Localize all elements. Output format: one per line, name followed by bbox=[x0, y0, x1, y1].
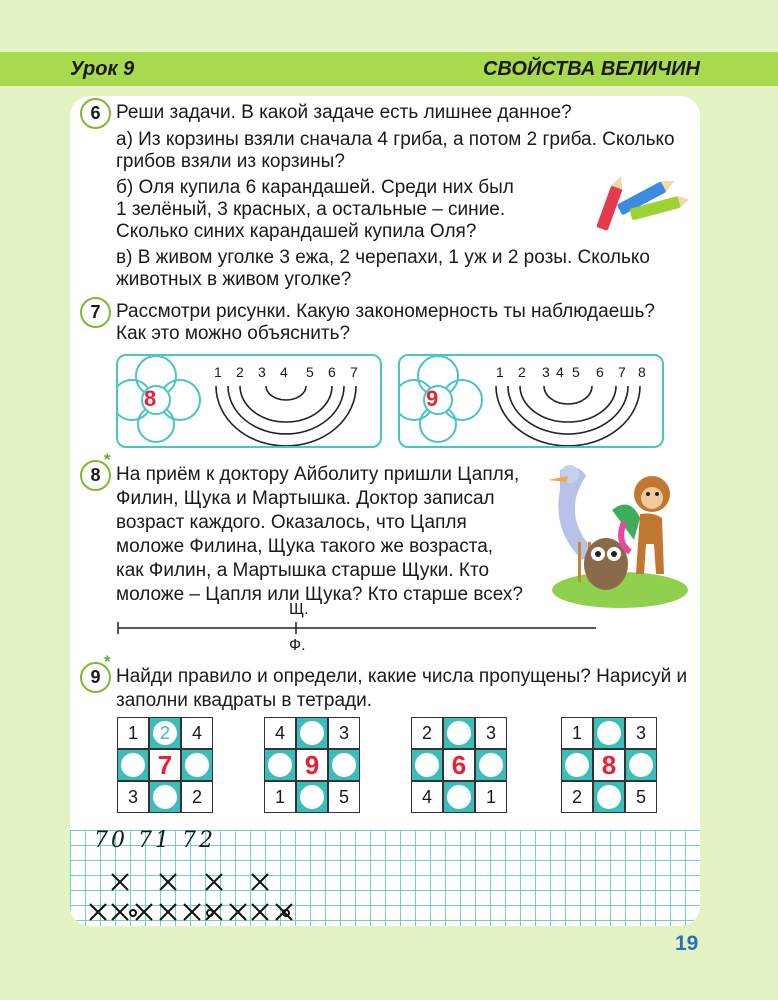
task-9-number: 9 bbox=[80, 662, 111, 693]
square-3-mid-right bbox=[475, 749, 507, 781]
task-9-line-2: заполни квадраты в тетради. bbox=[116, 690, 372, 711]
task-6-a-line-2: грибов взяли из корзины? bbox=[116, 151, 345, 172]
square-4-top-right: 3 bbox=[625, 717, 657, 749]
figure-2-n5: 5 bbox=[572, 364, 580, 380]
page-number: 19 bbox=[675, 932, 699, 955]
square-4-top-left: 1 bbox=[561, 717, 593, 749]
task-7-line-1: Рассмотри рисунки. Какую закономерность ты наблюдаешь? bbox=[116, 301, 655, 322]
figure-1-n1: 1 bbox=[214, 364, 222, 380]
square-2-top-right: 3 bbox=[328, 717, 360, 749]
square-4-bottom-right: 5 bbox=[625, 781, 657, 813]
task-8-line-3: возраст каждого. Оказалось, что Цапля bbox=[116, 512, 467, 533]
square-1-top-mid bbox=[149, 717, 181, 749]
square-4-mid-right bbox=[625, 749, 657, 781]
task-8-line-4: моложе Филина, Щука такого же возраста, bbox=[116, 536, 494, 557]
task-8-line-5: как Филин, а Мартышка старше Щуки. Кто bbox=[116, 560, 490, 581]
number-line-label-owl: Ф. bbox=[289, 637, 306, 654]
square-3-top-right: 3 bbox=[475, 717, 507, 749]
animals-illustration bbox=[540, 460, 690, 610]
square-2-mid-right bbox=[328, 749, 360, 781]
task-8-star: * bbox=[104, 450, 111, 469]
magic-square-4 bbox=[561, 717, 657, 813]
figure-1-center-number: 8 bbox=[144, 386, 157, 411]
task-8-line-2: Филин, Щука и Мартышка. Доктор записал bbox=[116, 488, 495, 509]
task-8-line-6: моложе – Цапля или Щука? Кто старше всех? bbox=[116, 584, 523, 605]
handwritten-cross-pattern bbox=[88, 866, 338, 926]
square-1-bottom-mid bbox=[149, 781, 181, 813]
square-1-top-mid-value: 2 bbox=[153, 721, 177, 745]
square-1-top-right: 4 bbox=[181, 717, 213, 749]
magic-square-3 bbox=[411, 717, 507, 813]
square-2-bottom-right: 5 bbox=[328, 781, 360, 813]
figure-2-n3: 3 bbox=[542, 364, 550, 380]
square-4-top-mid bbox=[593, 717, 625, 749]
square-1-mid-left bbox=[117, 749, 149, 781]
square-4-center: 8 bbox=[593, 749, 625, 781]
figure-2-n4: 4 bbox=[556, 364, 564, 380]
task-6-a-line-1: а) Из корзины взяли сначала 4 гриба, а потом 2 гриба. Сколько bbox=[116, 129, 675, 150]
figure-1-n7: 7 bbox=[350, 364, 358, 380]
square-2-bottom-mid bbox=[296, 781, 328, 813]
square-1-top-left: 1 bbox=[117, 717, 149, 749]
square-2-top-left: 4 bbox=[264, 717, 296, 749]
figure-1-n2: 2 bbox=[236, 364, 244, 380]
figure-2-n1: 1 bbox=[496, 364, 504, 380]
task-6-b-line-3: Сколько синих карандашей купила Оля? bbox=[116, 221, 477, 242]
square-3-top-left: 2 bbox=[411, 717, 443, 749]
magic-square-2 bbox=[264, 717, 360, 813]
pattern-figure-1 bbox=[116, 354, 382, 448]
pattern-figure-2 bbox=[398, 354, 664, 448]
pencils-illustration bbox=[590, 168, 690, 234]
figure-1-n6: 6 bbox=[328, 364, 336, 380]
square-4-mid-left bbox=[561, 749, 593, 781]
lesson-label: Урок 9 bbox=[70, 58, 135, 80]
square-3-bottom-right: 1 bbox=[475, 781, 507, 813]
square-4-bottom-left: 2 bbox=[561, 781, 593, 813]
square-1-mid-right bbox=[181, 749, 213, 781]
number-line-label-pike: Щ. bbox=[289, 601, 309, 618]
task-8-number: 8 bbox=[80, 460, 111, 491]
task-9-line-1: Найди правило и определи, какие числа пропущены? Нарисуй и bbox=[116, 666, 688, 687]
figure-2-n6: 6 bbox=[596, 364, 604, 380]
task-7-line-2: Как это можно объяснить? bbox=[116, 323, 351, 344]
square-3-mid-left bbox=[411, 749, 443, 781]
age-number-line bbox=[110, 612, 610, 652]
square-2-bottom-left: 1 bbox=[264, 781, 296, 813]
square-1-center: 7 bbox=[149, 749, 181, 781]
handwritten-numbers: 70 71 72 bbox=[94, 828, 216, 853]
task-6-c-line-2: животных в живом уголке? bbox=[116, 269, 352, 290]
magic-square-1 bbox=[117, 717, 213, 813]
square-2-top-mid bbox=[296, 717, 328, 749]
square-3-bottom-mid bbox=[443, 781, 475, 813]
task-6-b-line-1: б) Оля купила 6 карандашей. Среди них был bbox=[116, 177, 514, 198]
task-7-number: 7 bbox=[80, 297, 111, 328]
square-2-center: 9 bbox=[296, 749, 328, 781]
figure-2-n8: 8 bbox=[638, 364, 646, 380]
figure-2-n7: 7 bbox=[618, 364, 626, 380]
square-3-center: 6 bbox=[443, 749, 475, 781]
lesson-topic: СВОЙСТВА ВЕЛИЧИН bbox=[482, 58, 700, 80]
square-1-bottom-right: 2 bbox=[181, 781, 213, 813]
task-8-line-1: На приём к доктору Айболиту пришли Цапля, bbox=[116, 464, 520, 485]
task-6-title: Реши задачи. В какой задаче есть лишнее данное? bbox=[116, 102, 572, 123]
task-6-number: 6 bbox=[80, 98, 111, 129]
lesson-header bbox=[0, 52, 778, 86]
figure-1-n5: 5 bbox=[306, 364, 314, 380]
square-3-bottom-left: 4 bbox=[411, 781, 443, 813]
square-2-mid-left bbox=[264, 749, 296, 781]
square-1-bottom-left: 3 bbox=[117, 781, 149, 813]
figure-1-n3: 3 bbox=[258, 364, 266, 380]
figure-2-center-number: 9 bbox=[426, 386, 439, 411]
task-6-b-line-2: 1 зелёный, 3 красных, а остальные – синие. bbox=[116, 199, 506, 220]
square-3-top-mid bbox=[443, 717, 475, 749]
task-9-star: * bbox=[104, 652, 111, 671]
square-4-bottom-mid bbox=[593, 781, 625, 813]
figure-2-n2: 2 bbox=[518, 364, 526, 380]
figure-1-n4: 4 bbox=[280, 364, 288, 380]
task-6-c-line-1: в) В живом уголке 3 ежа, 2 черепахи, 1 уж и 2 розы. Сколько bbox=[116, 247, 650, 268]
flower-icon bbox=[118, 356, 380, 446]
